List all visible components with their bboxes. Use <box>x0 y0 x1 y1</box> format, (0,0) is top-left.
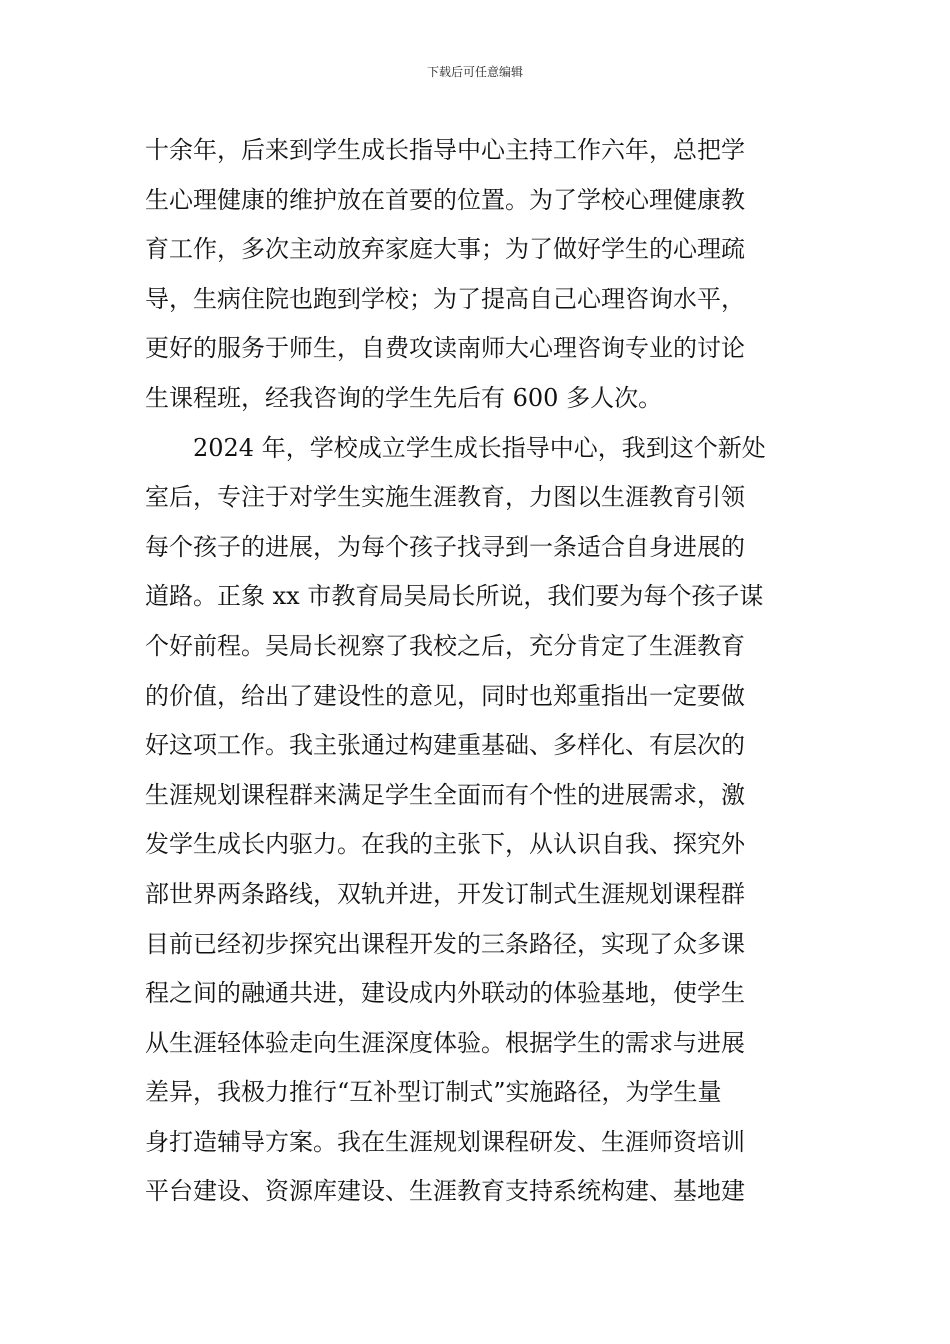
text-line: 的价值，给出了建设性的意见，同时也郑重指出一定要做 <box>145 681 745 710</box>
text-line: 十余年，后来到学生成长指导中心主持工作六年，总把学 <box>145 136 745 164</box>
text-line: 生课程班，经我咨询的学生先后有 600 多人次。 <box>145 383 663 412</box>
text-line: 每个孩子的进展，为每个孩子找寻到一条适合自身进展的 <box>145 532 745 561</box>
text-line: 部世界两条路线，双轨并进，开发订制式生涯规划课程群 <box>145 879 745 908</box>
text-line: 程之间的融通共进，建设成内外联动的体验基地，使学生 <box>145 979 745 1008</box>
text-line: 好这项工作。我主张通过构建重基础、多样化、有层次的 <box>145 731 745 760</box>
text-line: 更好的服务于师生，自费攻读南师大心理咨询专业的讨论 <box>145 334 745 363</box>
text-line: 导，生病住院也跑到学校；为了提高自己心理咨询水平， <box>145 284 745 313</box>
text-line: 个好前程。吴局长视察了我校之后，充分肯定了生涯教育 <box>145 631 745 660</box>
text-line: 身打造辅导方案。我在生涯规划课程研发、生涯师资培训 <box>145 1127 745 1156</box>
text-line: 生涯规划课程群来满足学生全面而有个性的进展需求，激 <box>145 780 745 809</box>
text-line: 2024 年，学校成立学生成长指导中心，我到这个新处 <box>145 433 766 462</box>
text-line: 生心理健康的维护放在首要的位置。为了学校心理健康教 <box>145 185 745 214</box>
paragraph-2 <box>145 424 810 1218</box>
text-line: 差异，我极力推行“互补型订制式”实施路径，为学生量 <box>145 1078 722 1107</box>
text-line: 目前已经初步探究出课程开发的三条路径，实现了众多课 <box>145 929 745 958</box>
body-text <box>145 126 810 1217</box>
text-line: 道路。正象 xx 市教育局吴局长所说，我们要为每个孩子谋 <box>145 582 764 611</box>
text-line: 平台建设、资源库建设、生涯教育支持系统构建、基地建 <box>145 1177 745 1206</box>
text-line: 育工作，多次主动放弃家庭大事；为了做好学生的心理疏 <box>145 235 745 264</box>
page-header: 下载后可任意编辑 <box>426 65 523 79</box>
text-line: 从生涯轻体验走向生涯深度体验。根据学生的需求与进展 <box>145 1028 745 1057</box>
text-line: 发学生成长内驱力。在我的主张下，从认识自我、探究外 <box>145 830 745 859</box>
text-line: 室后，专注于对学生实施生涯教育，力图以生涯教育引领 <box>145 483 745 512</box>
paragraph-1 <box>145 126 810 424</box>
